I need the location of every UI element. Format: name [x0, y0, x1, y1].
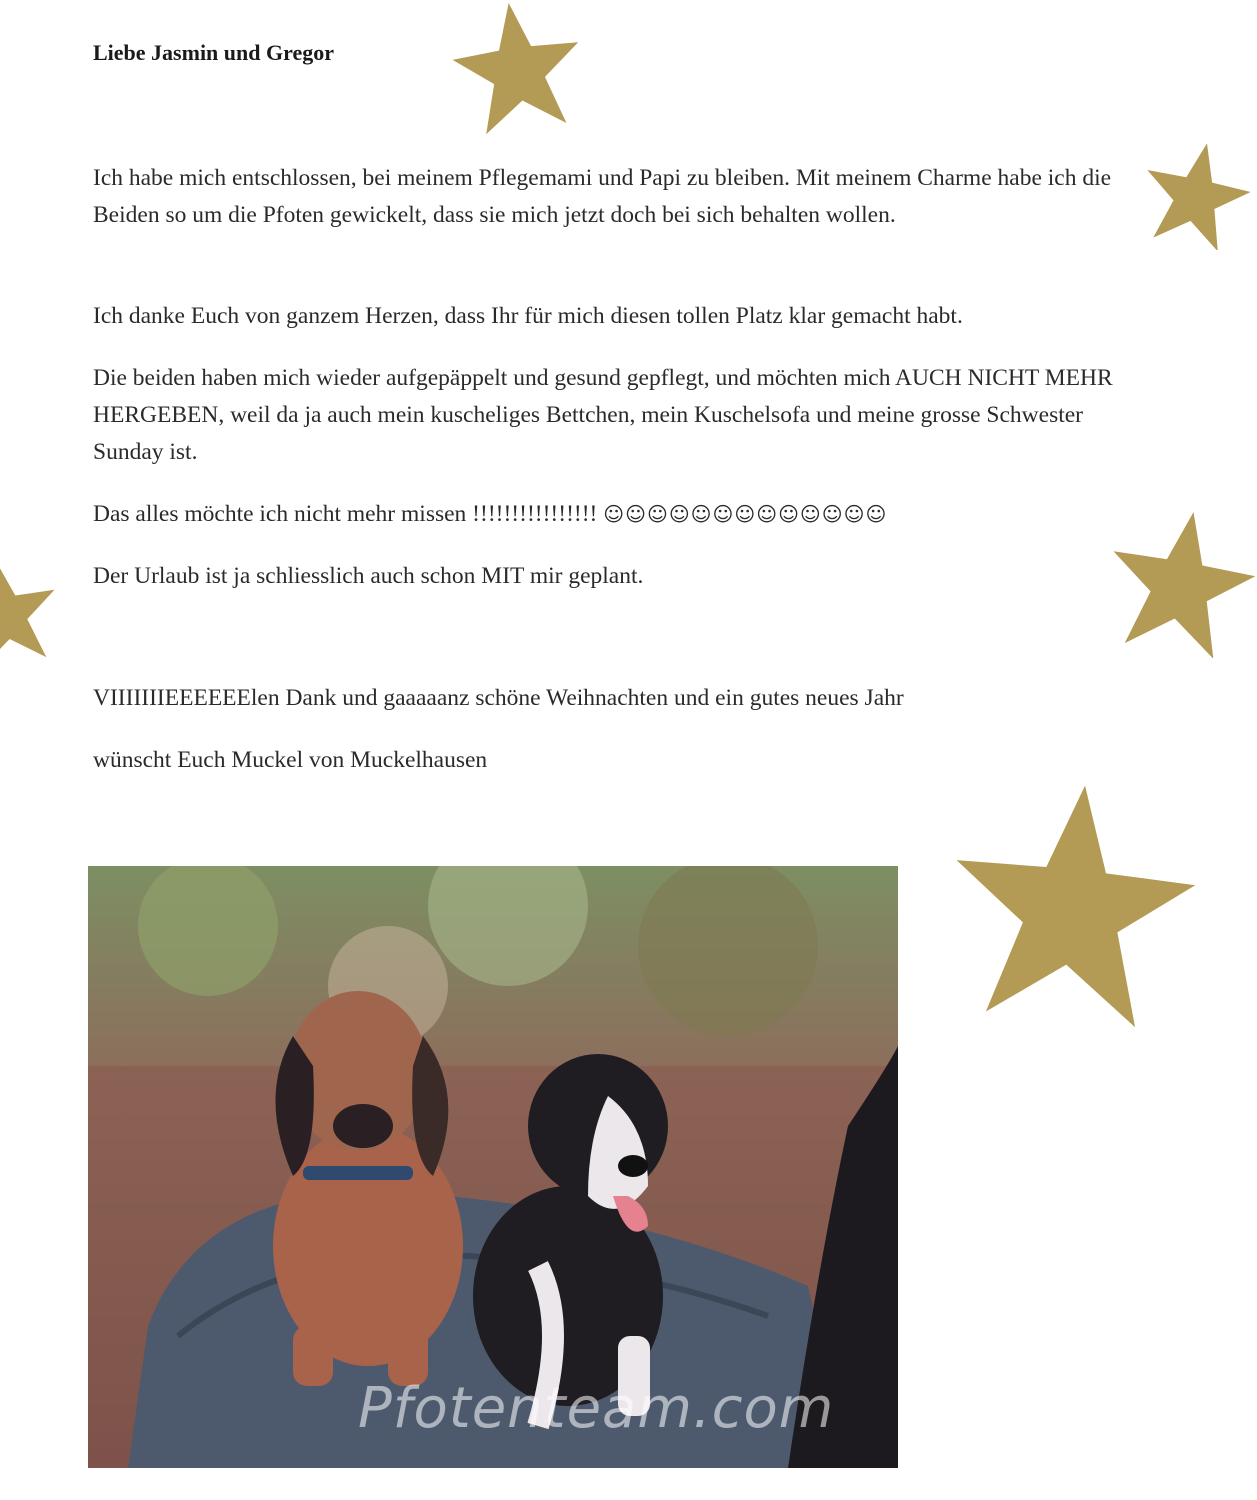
letter-paragraph: Die beiden haben mich wieder aufgepäppelt und gesund gepflegt, und möchten mich AUCH NICHT MEHR HERGEBEN, weil da ja auch mein kuscheliges Bettchen, mein Kuschelsofa und meine grosse Schwester Sunday ist. — [93, 365, 1113, 465]
gold-star-icon — [945, 780, 1200, 1030]
letter-paragraph: Ich habe mich entschlossen, bei meinem Pflegemami und Papi zu bleiben. Mit meinem Charme habe ich die Beiden so um die Pfoten gewickelt, dass sie mich jetzt doch bei sich behalten wollen. — [93, 165, 1112, 228]
photo-watermark: Pfotenteam.com — [358, 1376, 835, 1441]
dogs-photo — [88, 866, 898, 1468]
letter-paragraph: VIIIIIIIEEEEEElen Dank und gaaaaanz schöne Weihnachten und ein gutes neues Jahr — [93, 685, 904, 711]
letter-signature: wünscht Euch Muckel von Muckelhausen — [93, 747, 488, 773]
gold-star-icon — [0, 558, 75, 668]
smiley-icons: ☺☺☺☺☺☺☺☺☺☺☺☺☺ — [603, 502, 888, 526]
letter-paragraph: Der Urlaub ist ja schliesslich auch schon MIT mir geplant. — [93, 563, 644, 589]
letter-paragraph — [93, 496, 1158, 533]
letter-paragraph: Ich danke Euch von ganzem Herzen, dass Ihr für mich diesen tollen Platz klar gemacht habt. — [93, 303, 963, 329]
letter-text: Das alles möchte ich nicht mehr missen !!!!!!!!!!!!!!!! — [93, 501, 598, 527]
gold-star-icon — [440, 0, 590, 135]
letter-salutation: Liebe Jasmin und Gregor — [93, 40, 335, 65]
